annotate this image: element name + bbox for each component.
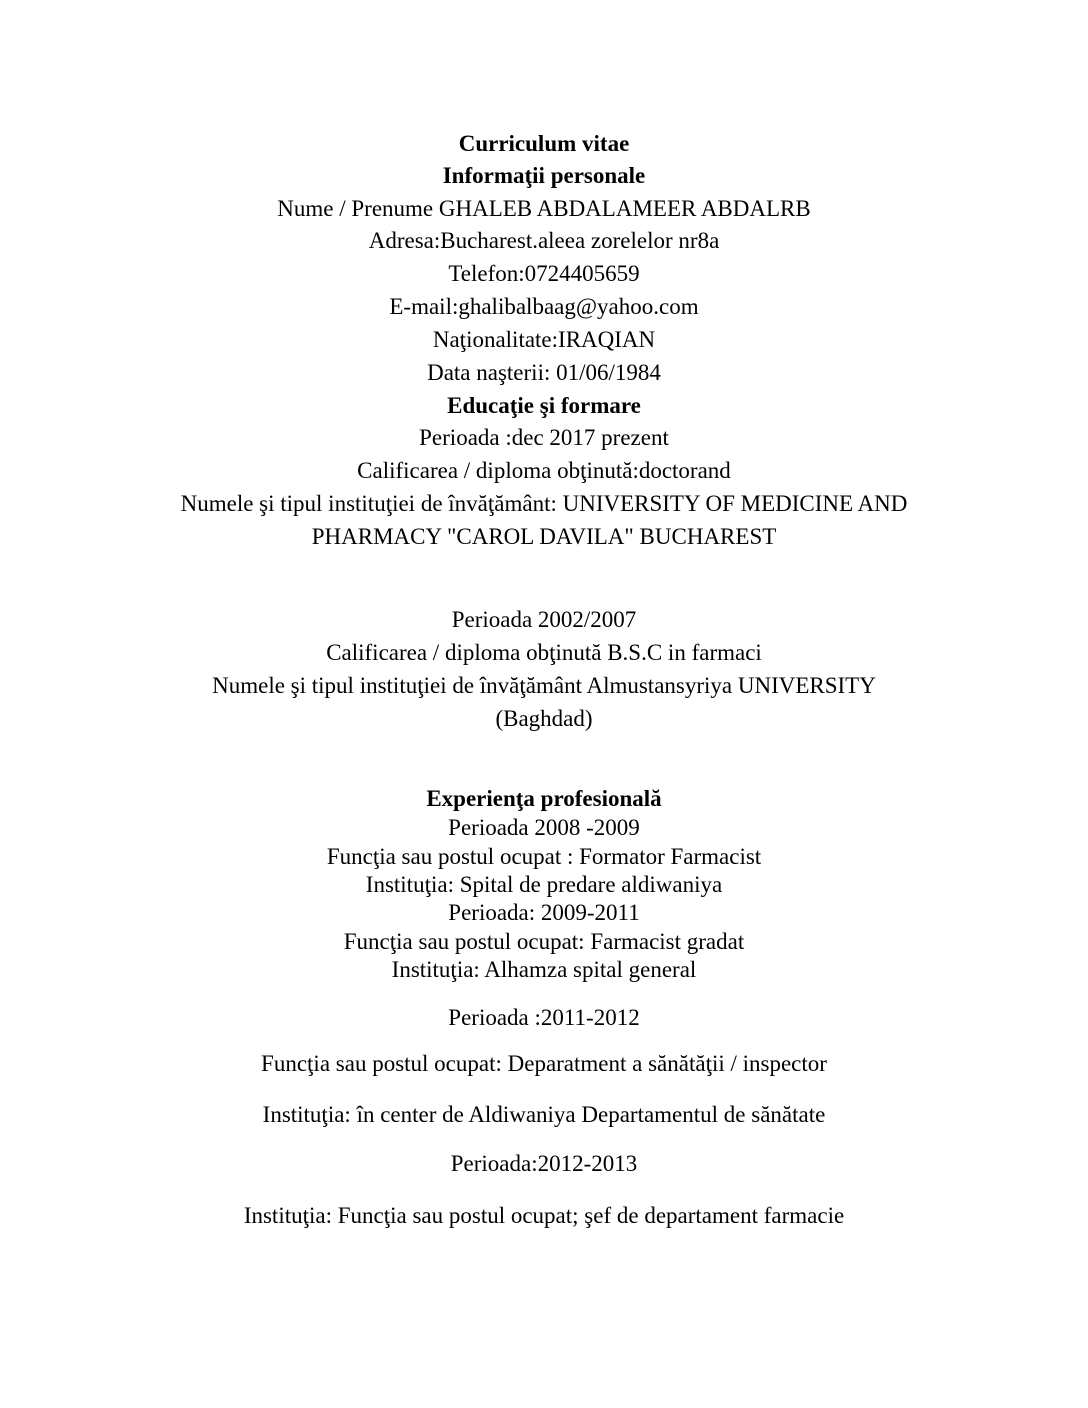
education-qualification: Calificarea / diploma obţinută:doctorand (357, 458, 731, 483)
email-line: E-mail:ghalibalbaag@yahoo.com (389, 294, 699, 319)
experience-heading: Experienţa profesională (426, 786, 662, 811)
experience-line: Funcţia sau postul ocupat : Formator Farmacist (326, 844, 762, 869)
phone-line: Telefon:0724405659 (448, 261, 640, 286)
experience-line: Perioada: 2009-2011 (448, 900, 640, 925)
experience-line: Funcţia sau postul ocupat: Farmacist gradat (343, 929, 745, 954)
education-period: Perioada :dec 2017 prezent (419, 425, 669, 450)
education-period: Perioada 2002/2007 (451, 607, 637, 632)
personal-info-heading: Informaţii personale (442, 163, 646, 188)
experience-line: Instituţia: Spital de predare aldiwaniya (365, 872, 723, 897)
experience-line: Instituţia: Funcţia sau postul ocupat; şef de departament farmacie (243, 1203, 845, 1228)
education-heading: Educaţie şi formare (447, 393, 641, 418)
experience-line: Instituţia: în center de Aldiwaniya Departamentul de sănătate (262, 1102, 826, 1127)
education-qualification: Calificarea / diploma obţinută B.S.C in farmaci (326, 640, 762, 665)
education-institution-cont: (Baghdad) (495, 706, 593, 731)
document-title: Curriculum vitae (458, 131, 630, 156)
experience-line: Instituţia: Alhamza spital general (391, 957, 697, 982)
education-institution-cont: PHARMACY "CAROL DAVILA" BUCHAREST (311, 524, 777, 549)
experience-line: Perioada 2008 -2009 (448, 815, 640, 840)
experience-line: Perioada :2011-2012 (448, 1005, 640, 1030)
education-institution: Numele şi tipul instituţiei de învăţământ: UNIVERSITY OF MEDICINE AND (180, 491, 908, 516)
address-line: Adresa:Bucharest.aleea zorelelor nr8a (368, 228, 720, 253)
nationality-line: Naţionalitate:IRAQIAN (432, 327, 656, 352)
experience-line: Funcţia sau postul ocupat: Deparatment a sănătăţii / inspector (261, 1051, 827, 1076)
education-institution: Numele şi tipul instituţiei de învăţământ Almustansyriya UNIVERSITY (212, 673, 876, 698)
name-line: Nume / Prenume GHALEB ABDALAMEER ABDALRB (277, 196, 811, 221)
experience-line: Perioada:2012-2013 (450, 1151, 638, 1176)
birthdate-line: Data naşterii: 01/06/1984 (427, 360, 661, 385)
